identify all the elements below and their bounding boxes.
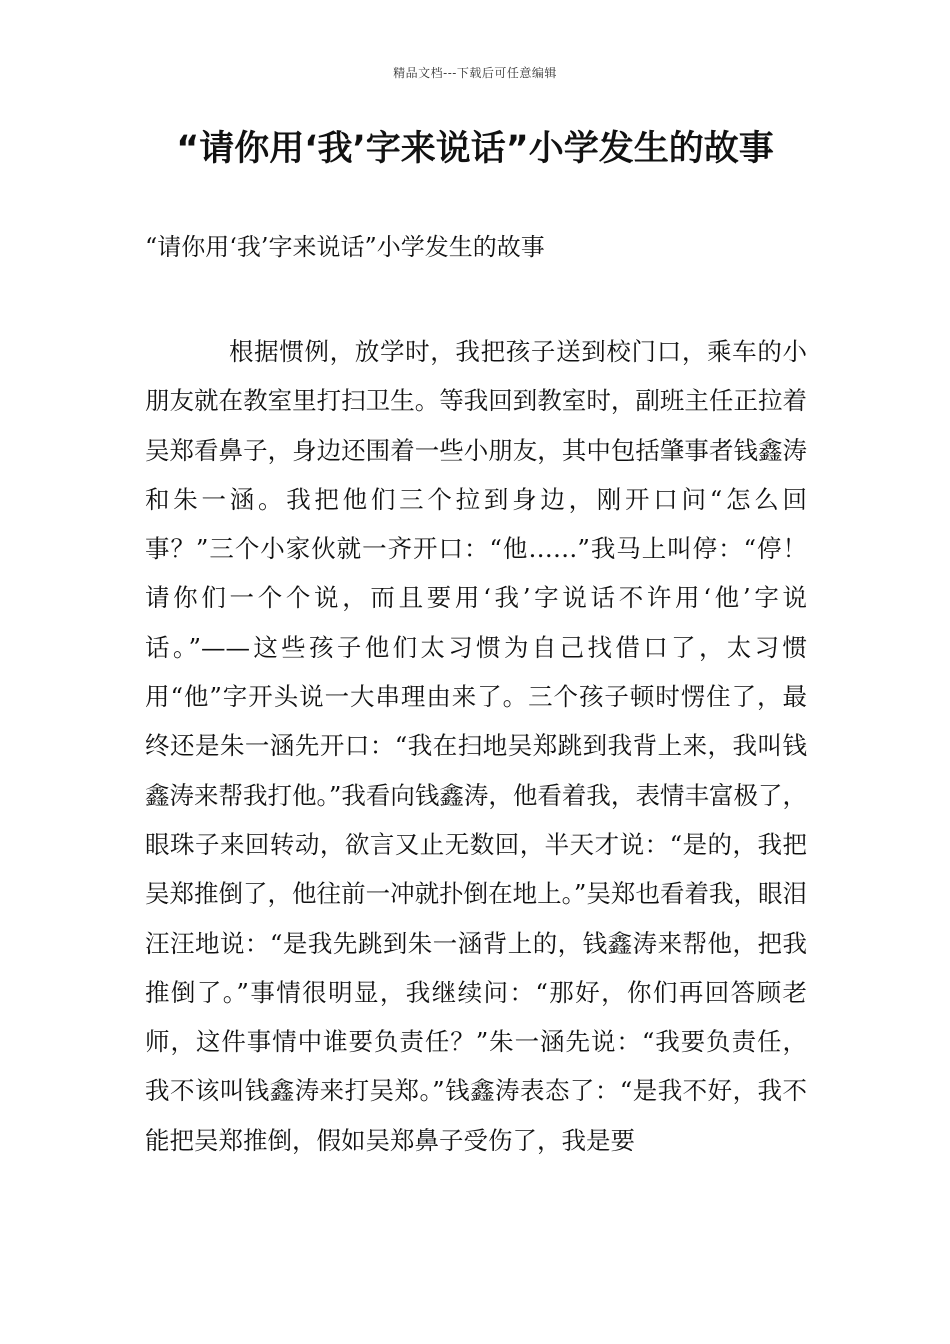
body-paragraph: 根据惯例，放学时，我把孩子送到校门口，乘车的小朋友就在教室里打扫卫生。等我回到教室时，副班主任正拉着吴郑看鼻子，身边还围着一些小朋友，其中包括肇事者钱鑫涛和朱一涵。我把他们三个拉到身边，刚开口问“怎么回事？”三个小家伙就一齐开口：“他……”我马上叫停：“停！请你们一个个说，而且要用‘我’字说话不许用‘他’字说话。”——这些孩子他们太习惯为自己找借口了，太习惯用“他”字开头说一大串理由来了。三个孩子顿时愣住了，最终还是朱一涵先开口：“我在扫地吴郑跳到我背上来，我叫钱鑫涛来帮我打他。”我看向钱鑫涛，他看着我，表情丰富极了，眼珠子来回转动，欲言又止无数回，半天才说：“是的，我把吴郑推倒了，他往前一冲就扑倒在地上。”吴郑也看着我，眼泪汪汪地说：“是我先跳到朱一涵背上的，钱鑫涛来帮他，把我推倒了。”事情很明显，我继续问：“那好，你们再回答顾老师，这件事情中谁要负责任？”朱一涵先说：“我要负责任，我不该叫钱鑫涛来打吴郑。”钱鑫涛表态了：“是我不好，我不能把吴郑推倒，假如吴郑鼻子受伤了，我是要 [145, 337, 807, 1155]
header-note: 精品文档---下载后可任意编辑 [393, 66, 557, 80]
document-subtitle: “请你用‘我’字来说话”小学发生的故事 [145, 233, 545, 261]
document-title: “请你用‘我’字来说话”小学发生的故事 [176, 129, 774, 169]
